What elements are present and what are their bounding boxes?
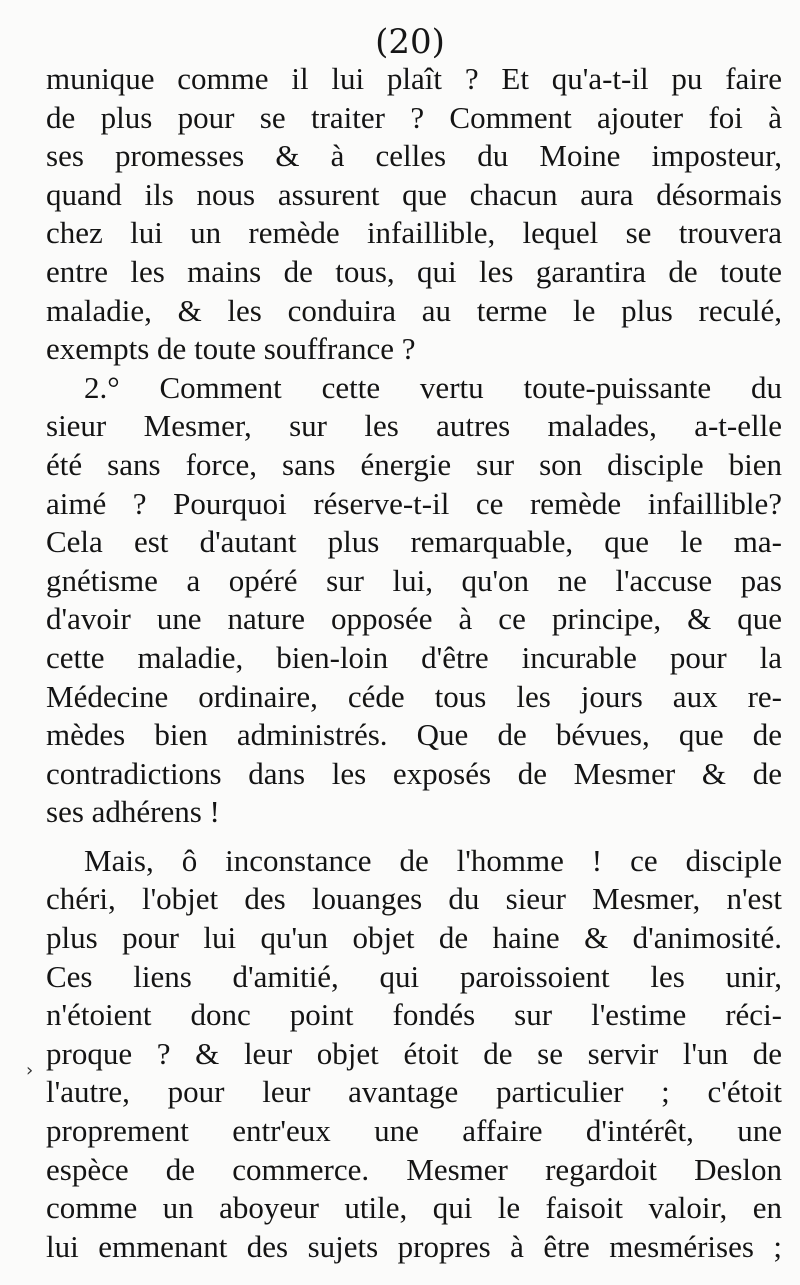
text-line: ses adhérens ! bbox=[46, 794, 220, 830]
page-number: (20) bbox=[375, 22, 445, 62]
body-text bbox=[46, 60, 782, 1266]
text-line: 2.° Comment cette vertu toute-puissante du bbox=[84, 369, 782, 405]
text-line: Ces liens d'amitié, qui paroissoient les unir, bbox=[46, 958, 782, 994]
text-line: proprement entr'eux une affaire d'intérêt, une bbox=[46, 1113, 782, 1149]
text-line: Mais, ô inconstance de l'homme ! ce disciple bbox=[84, 842, 782, 878]
text-line: été sans force, sans énergie sur son disciple bien bbox=[46, 446, 782, 482]
text-line: maladie, & les conduira au terme le plus reculé, bbox=[46, 292, 782, 328]
text-line: n'étoient donc point fondés sur l'estime réci- bbox=[46, 997, 782, 1033]
text-line: entre les mains de tous, qui les garantira de toute bbox=[46, 253, 782, 289]
text-line: l'autre, pour leur avantage particulier ; c'étoit bbox=[46, 1074, 782, 1110]
text-line: sieur Mesmer, sur les autres malades, a-t-elle bbox=[46, 408, 782, 444]
text-line: exempts de toute souffrance ? bbox=[46, 331, 416, 367]
text-line: cette maladie, bien-loin d'être incurable pour la bbox=[46, 639, 782, 675]
text-line: Cela est d'autant plus remarquable, que le ma- bbox=[46, 524, 782, 560]
margin-mark: › bbox=[26, 1060, 34, 1081]
text-line: d'avoir une nature opposée à ce principe, & que bbox=[46, 601, 782, 637]
text-line: contradictions dans les exposés de Mesmer & de bbox=[46, 755, 782, 791]
text-line: munique comme il lui plaît ? Et qu'a-t-il pu faire bbox=[46, 61, 782, 96]
text-line: mèdes bien administrés. Que de bévues, que de bbox=[46, 717, 782, 753]
text-line: Médecine ordinaire, céde tous les jours aux re- bbox=[46, 678, 782, 714]
text-line: de plus pour se traiter ? Comment ajouter foi à bbox=[46, 99, 782, 135]
text-line: quand ils nous assurent que chacun aura désormais bbox=[46, 176, 782, 212]
text-line: gnétisme a opéré sur lui, qu'on ne l'accuse pas bbox=[46, 562, 782, 598]
text-line: chez lui un remède infaillible, lequel se trouvera bbox=[46, 215, 782, 251]
text-line: ses promesses & à celles du Moine imposteur, bbox=[46, 138, 782, 174]
text-line: proque ? & leur objet étoit de se servir l'un de bbox=[46, 1035, 782, 1071]
text-line: comme un aboyeur utile, qui le faisoit valoir, en bbox=[46, 1190, 782, 1226]
text-line: chéri, l'objet des louanges du sieur Mesmer, n'est bbox=[46, 881, 782, 917]
text-line: aimé ? Pourquoi réserve-t-il ce remède infaillible? bbox=[46, 485, 782, 521]
text-line: espèce de commerce. Mesmer regardoit Deslon bbox=[46, 1151, 782, 1187]
text-line: lui emmenant des sujets propres à être mesmérises ; bbox=[46, 1228, 782, 1264]
paragraph-gap bbox=[46, 832, 782, 842]
text-line: plus pour lui qu'un objet de haine & d'animosité. bbox=[46, 920, 782, 956]
